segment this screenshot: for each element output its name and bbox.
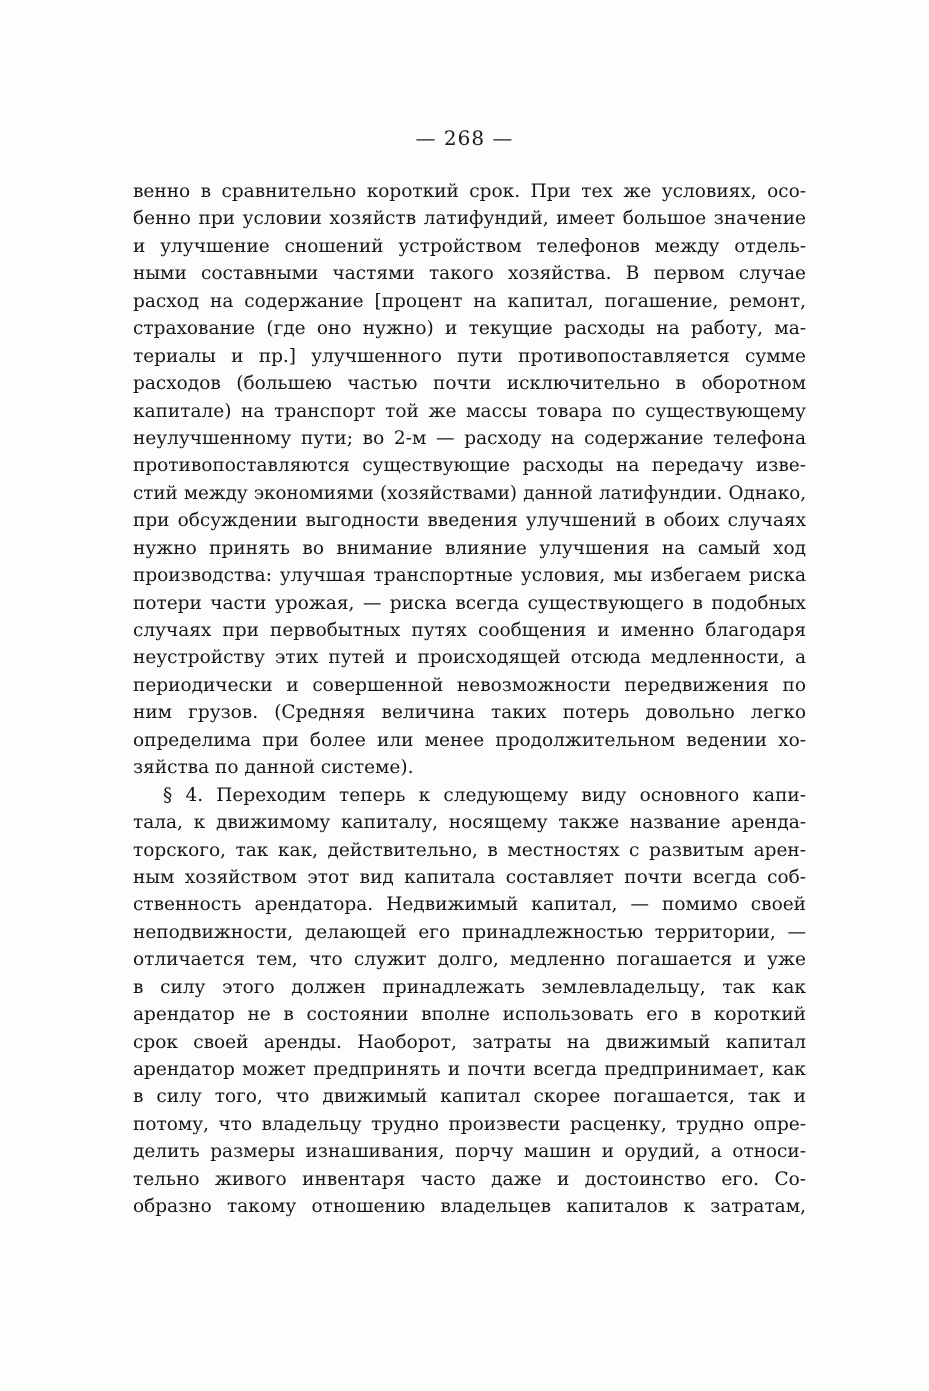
text-line: ными составными частями такого хозяйства. В первом случае bbox=[133, 263, 806, 285]
page-number: — 268 — bbox=[415, 126, 514, 150]
text-line: периодически и совершенной невозможности передвижения по bbox=[133, 674, 806, 696]
text-line: териалы и пр.] улучшенного пути противопоставляется сумме bbox=[133, 345, 806, 367]
text-line: ним грузов. (Средняя величина таких потерь довольно легко bbox=[133, 702, 806, 724]
text-line: противопоставляются существующие расходы на передачу изве- bbox=[133, 455, 806, 477]
text-line: расходов (большею частью почти исключительно в оборотном bbox=[133, 373, 806, 395]
text-line: капитале) на транспорт той же массы товара по существующему bbox=[133, 400, 806, 422]
text-line: арендатор может предпринять и почти всегда предпринимает, как bbox=[133, 1059, 806, 1080]
section-heading-line: § 4. Переходим теперь к следующему виду основного капи- bbox=[163, 784, 806, 806]
text-line: неустройству этих путей и происходящей отсюда медленности, а bbox=[133, 647, 806, 669]
text-line: отличается тем, что служит долго, медленно погашается и уже bbox=[133, 949, 806, 971]
text-line: потери части урожая, — риска всегда существующего в подобных bbox=[133, 592, 806, 614]
text-line: образно такому отношению владельцев капиталов к затратам, bbox=[133, 1196, 806, 1218]
text-line: арендатор не в состоянии вполне использовать его в короткий bbox=[133, 1004, 806, 1026]
paragraph-end-line: зяйства по данной системе). bbox=[133, 757, 414, 779]
text-line: случаях при первобытных путях сообщения и именно благодаря bbox=[133, 620, 806, 641]
text-line: расход на содержание [процент на капитал, погашение, ремонт, bbox=[133, 290, 806, 312]
text-line: торского, так как, действительно, в местностях с развитым арен- bbox=[133, 839, 806, 861]
text-line: неулучшенному пути; во 2-м — расходу на содержание телефона bbox=[133, 427, 806, 449]
text-line: неподвижности, делающей его принадлежностью территории, — bbox=[133, 921, 806, 943]
text-line: ным хозяйством этот вид капитала составляет почти всегда соб- bbox=[133, 866, 806, 888]
text-line: венно в сравнительно короткий срок. При тех же условиях, осо- bbox=[133, 181, 806, 202]
text-line: стий между экономиями (хозяйствами) данной латифундии. Однако, bbox=[133, 482, 806, 504]
text-line: срок своей аренды. Наоборот, затраты на движимый капитал bbox=[133, 1031, 806, 1053]
text-line: тельно живого инвентаря часто даже и достоинство его. Со- bbox=[133, 1168, 806, 1190]
text-line: в силу этого должен принадлежать землевладельцу, так как bbox=[133, 976, 806, 998]
text-line: и улучшение сношений устройством телефонов между отдель- bbox=[133, 235, 806, 257]
text-line: тала, к движимому капиталу, носящему также название аренда- bbox=[133, 812, 806, 834]
text-line: страхование (где оно нужно) и текущие расходы на работу, ма- bbox=[133, 318, 806, 340]
text-line: ственность арендатора. Недвижимый капитал, — помимо своей bbox=[133, 894, 806, 916]
text-line: потому, что владельцу трудно произвести расценку, трудно опре- bbox=[133, 1113, 806, 1135]
body-text bbox=[133, 178, 806, 1221]
text-line: производства: улучшая транспортные условия, мы избегаем риска bbox=[133, 565, 806, 587]
text-line: бенно при условии хозяйств латифундий, имеет большое значение bbox=[133, 208, 806, 230]
text-line: определима при более или менее продолжительном ведении хо- bbox=[133, 729, 806, 751]
text-line: делить размеры изнашивания, порчу машин и орудий, а относи- bbox=[133, 1141, 806, 1163]
text-line: в силу того, что движимый капитал скорее погашается, так и bbox=[133, 1086, 806, 1108]
text-line: при обсуждении выгодности введения улучшений в обоих случаях bbox=[133, 510, 806, 532]
text-line: нужно принять во внимание влияние улучшения на самый ход bbox=[133, 537, 806, 559]
